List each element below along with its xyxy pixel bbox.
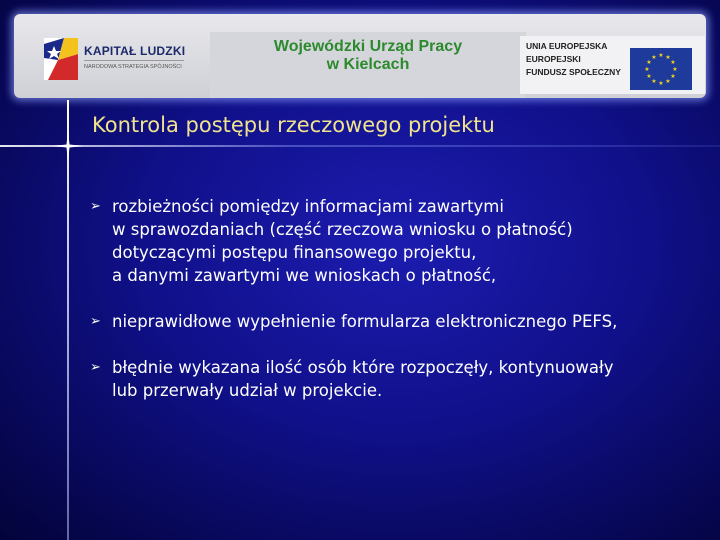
kapital-ludzki-flag-icon	[44, 38, 78, 80]
svg-text:★: ★	[670, 73, 676, 80]
bullet-list	[90, 195, 710, 402]
eu-line-2: EUROPEJSKI	[526, 54, 581, 64]
svg-text:★: ★	[646, 59, 652, 66]
kapital-ludzki-title: KAPITAŁ LUDZKI	[84, 44, 186, 58]
institution-line-1: Wojewódzki Urząd Pracy	[273, 38, 463, 55]
sparkle-icon	[53, 131, 83, 161]
bullet-text: nieprawidłowe wypełnienie formularza elektronicznego PEFS,	[112, 312, 618, 331]
eu-line-3: FUNDUSZ SPOŁECZNY	[526, 67, 621, 77]
svg-text:★: ★	[651, 78, 657, 85]
institution-name	[210, 32, 526, 98]
svg-text:★: ★	[670, 59, 676, 66]
svg-text:★: ★	[658, 52, 664, 59]
institution-line-2: w Kielcach	[326, 56, 410, 73]
eu-text	[526, 40, 621, 79]
svg-text:★: ★	[665, 54, 671, 61]
header-banner	[14, 14, 706, 98]
list-item	[90, 195, 710, 287]
decorative-horizontal-line	[0, 145, 720, 147]
list-item	[90, 356, 710, 402]
bullet-text: rozbieżności pomiędzy informacjami zawartymi w sprawozdaniach (część rzeczowa wniosku o płatność) dotyczącymi postępu finansowego projektu, a danymi zawartymi we wnioskach o płatność,	[112, 197, 573, 285]
kapital-ludzki-subtitle: NARODOWA STRATEGIA SPÓJNOŚCI	[84, 64, 182, 70]
arrow-bullet-icon: ➢	[90, 199, 101, 214]
kapital-ludzki-logo	[44, 32, 194, 90]
svg-text:★: ★	[658, 80, 664, 87]
bullet-text: błędnie wykazana ilość osób które rozpoczęły, kontynuowały lub przerwały udział w projekcie.	[112, 358, 614, 400]
eu-flag-icon	[630, 48, 692, 90]
svg-text:★: ★	[665, 78, 671, 85]
svg-text:★: ★	[644, 66, 650, 73]
arrow-bullet-icon: ➢	[90, 360, 101, 375]
svg-text:★: ★	[651, 54, 657, 61]
eu-line-1: UNIA EUROPEJSKA	[526, 41, 608, 51]
logo-divider	[84, 60, 184, 61]
eu-logo	[520, 36, 705, 94]
slide-title: Kontrola postępu rzeczowego projektu	[92, 113, 495, 137]
decorative-vertical-line	[67, 100, 69, 540]
svg-text:★: ★	[646, 73, 652, 80]
svg-text:★: ★	[672, 66, 678, 73]
arrow-bullet-icon: ➢	[90, 314, 101, 329]
list-item	[90, 310, 710, 333]
